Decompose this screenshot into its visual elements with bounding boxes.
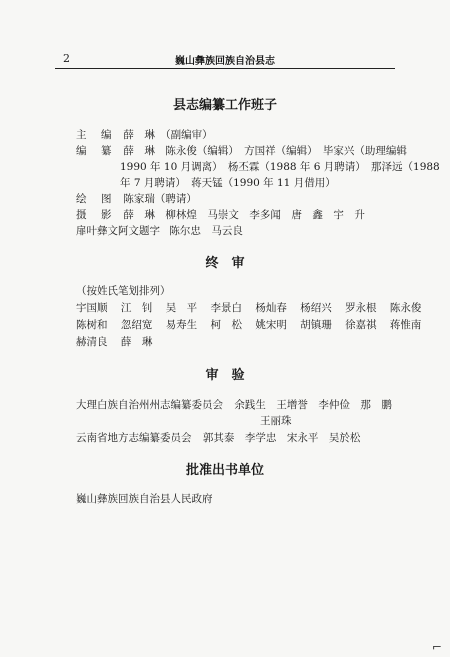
review-section-title: 终 审 [205, 256, 245, 271]
reviewer-name: 杨灿春 [255, 302, 287, 314]
compilers-label: 编 纂 [76, 145, 114, 157]
reviewer-name: 胡镇珊 [300, 319, 332, 331]
publisher-section-title: 批准出书单位 [185, 463, 264, 478]
reviewer-name: 姚宋明 [255, 319, 287, 331]
corner-mark: ⌐ [431, 640, 442, 654]
check-org1-name: 大理白族自治州州志编纂委员会 [76, 399, 223, 411]
yi-script-value: 陈尔忠 马云良 [169, 225, 243, 237]
compilers-value-1: 薛 琳 陈永俊（编辑） 方国祥（编辑） 毕家兴（助理编辑 [123, 145, 407, 157]
check-org1-members-2: 王丽珠 [260, 415, 292, 427]
reviewer-name: 忽绍宽 [120, 319, 153, 331]
reviewer-name: 江 钊 [120, 302, 153, 314]
compilers-line-3: 年 7 月聘请） 蒋天锰（1990 年 11 月借用） [120, 177, 336, 189]
check-org2-line [76, 430, 360, 445]
page-number: 2 [63, 52, 70, 65]
reviewer-name: 赫清良 [76, 336, 108, 348]
reviewer-name: 蒋惟南 [389, 319, 422, 331]
drawing-label: 绘 图 [76, 193, 114, 205]
review-names-line-1 [76, 300, 431, 315]
photo-value: 薛 琳 柳林煌 马崇文 李多闻 唐 鑫 宇 升 [123, 209, 365, 221]
reviewer-name: 陈永俊 [389, 302, 422, 314]
drawing-value: 陈家瑞（聘请） [123, 193, 197, 205]
reviewer-name: 宇国顺 [76, 302, 108, 314]
reviewer-name: 徐嘉祺 [345, 319, 377, 331]
running-title: 巍山彝族回族自治县志 [175, 56, 275, 67]
reviewer-name: 李景白 [210, 302, 243, 314]
reviewer-name: 薛 琳 [120, 336, 153, 348]
reviewer-name: 吴 平 [165, 302, 198, 314]
review-names-line-2 [76, 317, 431, 332]
yi-script-label: 扉叶彝文阿文题字 [76, 225, 160, 237]
yi-script-line [76, 223, 243, 238]
reviewer-name: 罗永根 [345, 302, 377, 314]
check-org2-members: 郭其泰 李学忠 宋永平 吴於松 [202, 432, 361, 444]
photo-line [76, 207, 365, 222]
reviewer-name: 易寿生 [165, 319, 198, 331]
reviewer-name: 陈树和 [76, 319, 108, 331]
team-section-title: 县志编纂工作班子 [172, 98, 277, 113]
drawing-line [76, 191, 197, 206]
chief-editor-label: 主 编 [76, 129, 114, 141]
check-org1-line [76, 397, 392, 412]
compilers-line-2: 1990 年 10 月调离） 杨丕霖（1988 年 6 月聘请） 那泽远（1988 [120, 161, 440, 173]
reviewer-name: 柯 松 [210, 319, 243, 331]
review-note: （按姓氏笔划排列） [76, 285, 171, 297]
publisher-value: 巍山彝族回族自治县人民政府 [76, 493, 213, 505]
review-names-line-3 [76, 334, 162, 349]
chief-editor-line [76, 127, 213, 142]
check-org2-name: 云南省地方志编纂委员会 [76, 432, 192, 444]
reviewer-name: 杨绍兴 [300, 302, 332, 314]
compilers-line-1 [76, 143, 407, 158]
chief-editor-value: 薛 琳 （副编审） [123, 129, 213, 141]
header-rule [55, 68, 395, 69]
photo-label: 摄 影 [76, 209, 114, 221]
check-section-title: 审 验 [205, 368, 245, 383]
check-org1-members: 余践生 王增誉 李仲俭 那 鹏 [234, 399, 392, 411]
